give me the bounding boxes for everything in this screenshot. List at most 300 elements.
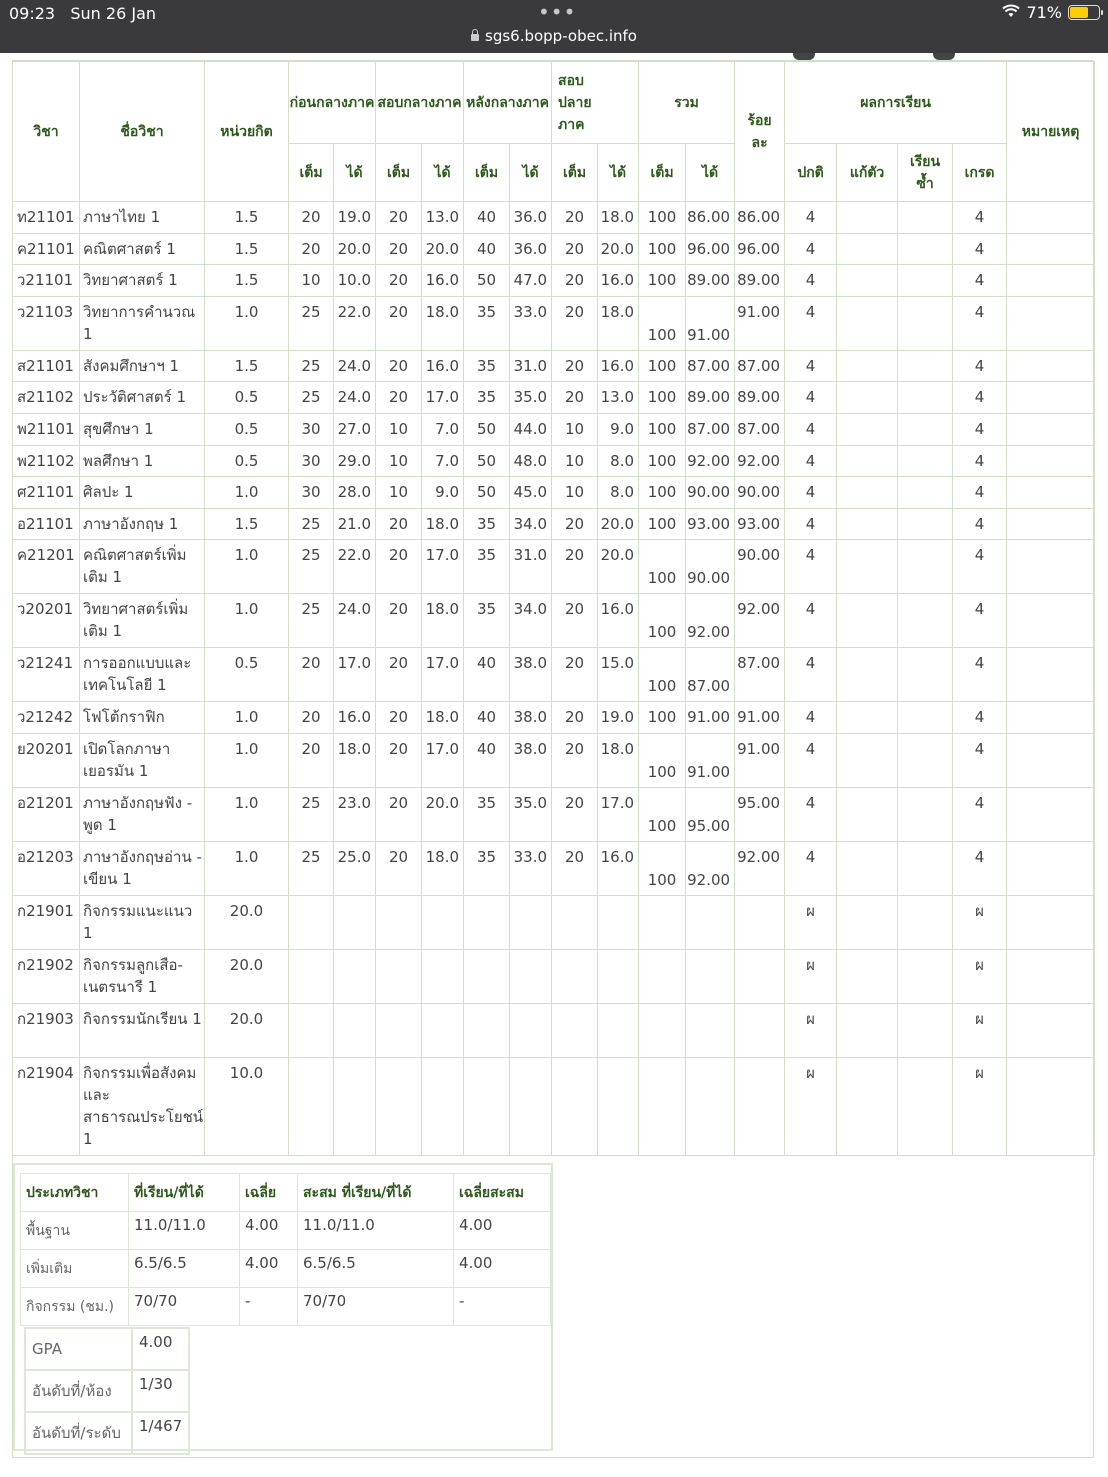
total-got: 91.00 <box>686 296 735 350</box>
remark <box>1007 1003 1095 1057</box>
header-credits: หน่วยกิต <box>205 62 289 202</box>
score-got: 16.0 <box>422 350 464 382</box>
remark <box>1007 202 1095 234</box>
url-bar[interactable] <box>0 27 1108 45</box>
score-full: 20 <box>552 540 598 594</box>
wifi-icon <box>1002 3 1020 22</box>
score-full <box>552 895 598 949</box>
score-got: 25.0 <box>334 841 376 895</box>
total-full: 100 <box>639 265 686 297</box>
score-got: 35.0 <box>510 382 552 414</box>
score-got: 38.0 <box>510 733 552 787</box>
result-normal: 4 <box>785 382 837 414</box>
score-full <box>552 949 598 1003</box>
score-full: 35 <box>464 594 510 648</box>
score-full: 20 <box>376 787 422 841</box>
result-repeat <box>898 733 953 787</box>
result-normal: 4 <box>785 540 837 594</box>
score-got: 18.0 <box>422 296 464 350</box>
score-full: 25 <box>289 787 334 841</box>
subject-code: พ21101 <box>13 413 80 445</box>
score-full: 40 <box>464 702 510 734</box>
subject-code: อ21101 <box>13 508 80 540</box>
subject-code: ก21901 <box>13 895 80 949</box>
score-got: 34.0 <box>510 594 552 648</box>
subject-name: ภาษาอังกฤษ 1 <box>80 508 205 540</box>
score-got: 18.0 <box>422 702 464 734</box>
score-full: 20 <box>552 841 598 895</box>
score-full: 35 <box>464 382 510 414</box>
credits: 1.0 <box>205 841 289 895</box>
score-got <box>510 895 552 949</box>
score-got: 8.0 <box>598 445 639 477</box>
summary-header: เฉลี่ยสะสม <box>454 1174 551 1212</box>
subject-name: ภาษาอังกฤษฟัง - พูด 1 <box>80 787 205 841</box>
result-grade: 4 <box>953 265 1007 297</box>
score-full <box>289 895 334 949</box>
score-got: 34.0 <box>510 508 552 540</box>
total-full: 100 <box>639 648 686 702</box>
result-normal: 4 <box>785 445 837 477</box>
score-got: 18.0 <box>422 594 464 648</box>
subject-code: ค21201 <box>13 540 80 594</box>
score-full <box>376 1057 422 1155</box>
header-full: เต็ม <box>289 144 334 202</box>
result-fix <box>837 477 898 509</box>
percent: 89.00 <box>735 265 785 297</box>
header-name: ชื่อวิชา <box>80 62 205 202</box>
result-fix <box>837 413 898 445</box>
score-full: 20 <box>289 233 334 265</box>
subject-code: อ21203 <box>13 841 80 895</box>
result-repeat <box>898 540 953 594</box>
score-full: 20 <box>376 702 422 734</box>
score-full <box>376 895 422 949</box>
credits: 1.5 <box>205 508 289 540</box>
score-got: 20.0 <box>422 233 464 265</box>
lock-icon <box>471 34 479 41</box>
total-full: 100 <box>639 350 686 382</box>
summary-cell: 11.0/11.0 <box>298 1212 454 1250</box>
total-got: 92.00 <box>686 594 735 648</box>
score-got: 17.0 <box>334 648 376 702</box>
result-grade: 4 <box>953 296 1007 350</box>
remark <box>1007 265 1095 297</box>
grade-row <box>13 594 1095 648</box>
remark <box>1007 350 1095 382</box>
score-got: 45.0 <box>510 477 552 509</box>
credits: 1.0 <box>205 594 289 648</box>
total-full: 100 <box>639 477 686 509</box>
score-full: 20 <box>376 648 422 702</box>
score-got: 18.0 <box>598 296 639 350</box>
score-full <box>464 949 510 1003</box>
header-got: ได้ <box>598 144 639 202</box>
result-normal: 4 <box>785 841 837 895</box>
subject-name: สุขศึกษา 1 <box>80 413 205 445</box>
score-full <box>464 895 510 949</box>
result-repeat <box>898 296 953 350</box>
result-repeat <box>898 265 953 297</box>
credits: 1.0 <box>205 787 289 841</box>
score-got: 19.0 <box>598 702 639 734</box>
result-normal: ผ <box>785 1003 837 1057</box>
score-got: 17.0 <box>422 648 464 702</box>
result-normal: 4 <box>785 296 837 350</box>
subject-code: ศ21101 <box>13 477 80 509</box>
subject-name: วิทยาการคำนวณ 1 <box>80 296 205 350</box>
score-full: 10 <box>289 265 334 297</box>
credits: 0.5 <box>205 382 289 414</box>
result-fix <box>837 382 898 414</box>
score-got: 24.0 <box>334 594 376 648</box>
score-got <box>422 949 464 1003</box>
remark <box>1007 508 1095 540</box>
header-final: สอบปลายภาค <box>552 62 639 144</box>
credits: 1.0 <box>205 540 289 594</box>
result-grade: 4 <box>953 413 1007 445</box>
header-got: ได้ <box>510 144 552 202</box>
subject-code: ก21904 <box>13 1057 80 1155</box>
remark <box>1007 733 1095 787</box>
result-grade: 4 <box>953 445 1007 477</box>
grade-row <box>13 895 1095 949</box>
score-full <box>289 1057 334 1155</box>
summary-cell: - <box>240 1288 298 1326</box>
result-grade: 4 <box>953 733 1007 787</box>
gpa-value: 4.00 <box>132 1328 189 1370</box>
score-got: 10.0 <box>334 265 376 297</box>
remark <box>1007 841 1095 895</box>
result-grade: 4 <box>953 787 1007 841</box>
result-normal: 4 <box>785 508 837 540</box>
score-got: 13.0 <box>598 382 639 414</box>
result-fix <box>837 594 898 648</box>
result-repeat <box>898 350 953 382</box>
header-full: เต็ม <box>376 144 422 202</box>
score-full: 35 <box>464 841 510 895</box>
score-got: 29.0 <box>334 445 376 477</box>
result-grade: 4 <box>953 508 1007 540</box>
score-full: 40 <box>464 202 510 234</box>
grades-body <box>13 202 1095 1156</box>
total-got <box>686 895 735 949</box>
percent: 91.00 <box>735 296 785 350</box>
subject-name: พลศึกษา 1 <box>80 445 205 477</box>
grade-row <box>13 445 1095 477</box>
result-repeat <box>898 594 953 648</box>
subject-code: ว21101 <box>13 265 80 297</box>
summary-cell: 6.5/6.5 <box>298 1250 454 1288</box>
summary-table <box>20 1173 551 1326</box>
summary-cell: 70/70 <box>298 1288 454 1326</box>
grade-row <box>13 733 1095 787</box>
score-got: 18.0 <box>598 202 639 234</box>
header-full: เต็ม <box>552 144 598 202</box>
header-got: ได้ <box>422 144 464 202</box>
status-bar <box>0 0 1108 53</box>
result-grade: 4 <box>953 477 1007 509</box>
result-grade: 4 <box>953 702 1007 734</box>
result-repeat <box>898 233 953 265</box>
score-got: 38.0 <box>510 648 552 702</box>
percent: 95.00 <box>735 787 785 841</box>
result-normal: ผ <box>785 1057 837 1155</box>
score-got: 24.0 <box>334 382 376 414</box>
remark <box>1007 648 1095 702</box>
remark <box>1007 413 1095 445</box>
summary-cell: 4.00 <box>454 1250 551 1288</box>
score-full: 35 <box>464 296 510 350</box>
score-full: 35 <box>464 540 510 594</box>
subject-name: กิจกรรมนักเรียน 1 <box>80 1003 205 1057</box>
total-got <box>686 949 735 1003</box>
score-got: 18.0 <box>334 733 376 787</box>
percent: 89.00 <box>735 382 785 414</box>
subject-name: เปิดโลกภาษาเยอรมัน 1 <box>80 733 205 787</box>
header-got: ได้ <box>686 144 735 202</box>
class-rank-label: อันดับที่/ห้อง <box>25 1370 132 1412</box>
result-fix <box>837 733 898 787</box>
result-grade: 4 <box>953 233 1007 265</box>
remark <box>1007 949 1095 1003</box>
total-got: 92.00 <box>686 445 735 477</box>
result-repeat <box>898 787 953 841</box>
percent: 87.00 <box>735 648 785 702</box>
score-full <box>289 1003 334 1057</box>
remark <box>1007 296 1095 350</box>
score-full: 40 <box>464 733 510 787</box>
grade-row <box>13 841 1095 895</box>
grade-row <box>13 508 1095 540</box>
score-full: 20 <box>552 787 598 841</box>
credits: 0.5 <box>205 648 289 702</box>
level-rank-value: 1/467 <box>132 1412 189 1454</box>
subject-code: ว21241 <box>13 648 80 702</box>
grade-row <box>13 382 1095 414</box>
result-fix <box>837 895 898 949</box>
percent: 87.00 <box>735 413 785 445</box>
grade-row <box>13 648 1095 702</box>
score-full: 10 <box>552 413 598 445</box>
total-full <box>639 1003 686 1057</box>
class-rank-value: 1/30 <box>132 1370 189 1412</box>
result-fix <box>837 265 898 297</box>
total-got: 89.00 <box>686 265 735 297</box>
score-full: 20 <box>376 594 422 648</box>
score-full: 10 <box>376 413 422 445</box>
score-got: 17.0 <box>422 540 464 594</box>
score-got: 16.0 <box>598 350 639 382</box>
level-rank-label: อันดับที่/ระดับ <box>25 1412 132 1454</box>
remark <box>1007 382 1095 414</box>
subject-code: ก21903 <box>13 1003 80 1057</box>
score-got: 9.0 <box>598 413 639 445</box>
score-got: 20.0 <box>598 540 639 594</box>
score-full: 50 <box>464 413 510 445</box>
percent: 86.00 <box>735 202 785 234</box>
subject-name: ศิลปะ 1 <box>80 477 205 509</box>
total-got: 90.00 <box>686 540 735 594</box>
percent: 90.00 <box>735 540 785 594</box>
grade-row <box>13 787 1095 841</box>
score-got <box>422 895 464 949</box>
score-got: 20.0 <box>334 233 376 265</box>
total-got: 93.00 <box>686 508 735 540</box>
score-full: 20 <box>376 733 422 787</box>
score-full: 20 <box>552 233 598 265</box>
score-full <box>376 1003 422 1057</box>
summary-row <box>21 1250 551 1288</box>
score-full: 20 <box>376 233 422 265</box>
score-full: 25 <box>289 382 334 414</box>
total-got: 87.00 <box>686 413 735 445</box>
result-repeat <box>898 445 953 477</box>
grade-row <box>13 296 1095 350</box>
total-got: 91.00 <box>686 733 735 787</box>
result-grade: 4 <box>953 841 1007 895</box>
total-full: 100 <box>639 413 686 445</box>
score-full: 20 <box>376 508 422 540</box>
score-full: 40 <box>464 233 510 265</box>
score-full <box>376 949 422 1003</box>
subject-name: กิจกรรมแนะแนว 1 <box>80 895 205 949</box>
score-got: 27.0 <box>334 413 376 445</box>
score-got: 31.0 <box>510 350 552 382</box>
credits: 1.5 <box>205 233 289 265</box>
remark <box>1007 233 1095 265</box>
gpa-label: GPA <box>25 1328 132 1370</box>
score-full: 20 <box>552 508 598 540</box>
remark <box>1007 594 1095 648</box>
result-grade: ผ <box>953 1003 1007 1057</box>
score-got <box>334 949 376 1003</box>
subject-code: พ21102 <box>13 445 80 477</box>
score-full: 40 <box>464 648 510 702</box>
percent: 92.00 <box>735 594 785 648</box>
result-repeat <box>898 508 953 540</box>
score-full: 25 <box>289 841 334 895</box>
score-got: 13.0 <box>422 202 464 234</box>
result-normal: 4 <box>785 233 837 265</box>
score-got <box>422 1057 464 1155</box>
percent <box>735 895 785 949</box>
summary-header: เฉลี่ย <box>240 1174 298 1212</box>
header-midterm: สอบกลางภาค <box>376 62 464 144</box>
score-full: 35 <box>464 350 510 382</box>
header-got: ได้ <box>334 144 376 202</box>
summary-cell: - <box>454 1288 551 1326</box>
score-got <box>334 895 376 949</box>
score-full: 20 <box>376 841 422 895</box>
summary-cell: 4.00 <box>240 1250 298 1288</box>
subject-code: ส21102 <box>13 382 80 414</box>
score-got: 22.0 <box>334 540 376 594</box>
header-percent: ร้อยละ <box>735 62 785 202</box>
grade-row <box>13 350 1095 382</box>
score-full: 25 <box>289 350 334 382</box>
score-full: 20 <box>376 296 422 350</box>
result-normal: 4 <box>785 350 837 382</box>
subject-name: คณิตศาสตร์ 1 <box>80 233 205 265</box>
gpa-table <box>24 1327 190 1455</box>
result-fix <box>837 296 898 350</box>
score-got: 18.0 <box>422 508 464 540</box>
subject-name: คณิตศาสตร์เพิ่มเติม 1 <box>80 540 205 594</box>
result-fix <box>837 1003 898 1057</box>
result-repeat <box>898 841 953 895</box>
score-full: 20 <box>289 648 334 702</box>
total-got: 96.00 <box>686 233 735 265</box>
percent: 87.00 <box>735 350 785 382</box>
total-got: 86.00 <box>686 202 735 234</box>
subject-code: ก21902 <box>13 949 80 1003</box>
total-full: 100 <box>639 787 686 841</box>
subject-name: วิทยาศาสตร์เพิ่มเติม 1 <box>80 594 205 648</box>
result-fix <box>837 949 898 1003</box>
score-got: 8.0 <box>598 477 639 509</box>
summary-cell: 6.5/6.5 <box>129 1250 240 1288</box>
subject-code: ว21242 <box>13 702 80 734</box>
score-got <box>598 895 639 949</box>
percent: 93.00 <box>735 508 785 540</box>
score-full: 30 <box>289 413 334 445</box>
score-got: 16.0 <box>422 265 464 297</box>
grade-row <box>13 265 1095 297</box>
score-got: 18.0 <box>422 841 464 895</box>
score-got: 20.0 <box>598 508 639 540</box>
score-got: 17.0 <box>422 382 464 414</box>
score-full: 50 <box>464 265 510 297</box>
summary-cell: 11.0/11.0 <box>129 1212 240 1250</box>
subject-code: ท21101 <box>13 202 80 234</box>
result-normal: 4 <box>785 702 837 734</box>
credits: 0.5 <box>205 413 289 445</box>
result-repeat <box>898 1003 953 1057</box>
percent: 91.00 <box>735 733 785 787</box>
score-got: 20.0 <box>598 233 639 265</box>
grade-row <box>13 540 1095 594</box>
subject-code: ค21101 <box>13 233 80 265</box>
summary-header: ประเภทวิชา <box>21 1174 129 1212</box>
subject-code: ส21101 <box>13 350 80 382</box>
percent: 92.00 <box>735 841 785 895</box>
score-got <box>598 1003 639 1057</box>
percent: 96.00 <box>735 233 785 265</box>
header-remark: หมายเหตุ <box>1007 62 1095 202</box>
result-repeat <box>898 949 953 1003</box>
result-normal: 4 <box>785 202 837 234</box>
multitasking-dots-icon[interactable]: ••• <box>538 0 577 24</box>
score-got: 16.0 <box>334 702 376 734</box>
score-got: 33.0 <box>510 841 552 895</box>
total-full <box>639 1057 686 1155</box>
subject-code: ว21103 <box>13 296 80 350</box>
credits: 1.5 <box>205 265 289 297</box>
score-full: 20 <box>552 702 598 734</box>
score-full: 10 <box>552 477 598 509</box>
score-full: 20 <box>552 648 598 702</box>
remark <box>1007 702 1095 734</box>
status-time: 09:23 Sun 26 Jan <box>9 4 157 23</box>
score-full: 20 <box>376 382 422 414</box>
total-full <box>639 895 686 949</box>
subject-name: การออกแบบและเทคโนโลยี 1 <box>80 648 205 702</box>
total-full: 100 <box>639 508 686 540</box>
score-got: 22.0 <box>334 296 376 350</box>
result-normal: 4 <box>785 265 837 297</box>
total-got: 87.00 <box>686 350 735 382</box>
